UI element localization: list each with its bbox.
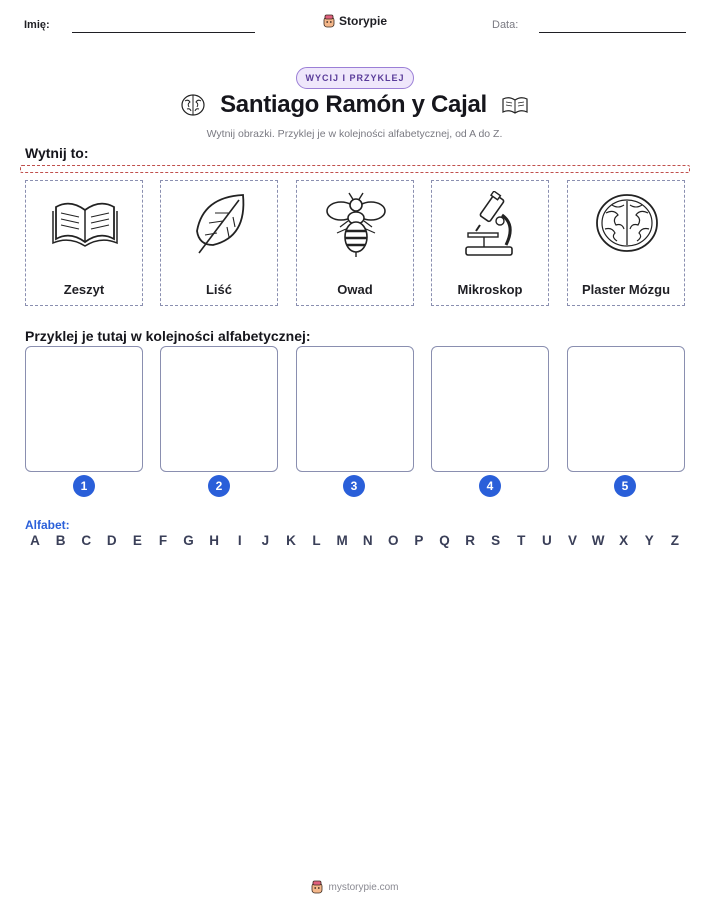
brand-logo xyxy=(322,14,387,28)
slot-number: 3 xyxy=(343,475,365,497)
alphabet-letter: M xyxy=(336,533,348,548)
alphabet-letter: X xyxy=(619,533,629,548)
slot-number: 2 xyxy=(208,475,230,497)
alphabet-letter: T xyxy=(517,533,526,548)
alphabet-letter: S xyxy=(491,533,501,548)
brand-name: Storypie xyxy=(339,14,388,28)
cut-card-owad[interactable] xyxy=(296,180,414,306)
alphabet-letter: J xyxy=(261,533,270,548)
alphabet-title: Alfabet: xyxy=(25,518,70,532)
paste-slot-3[interactable] xyxy=(296,346,414,472)
alphabet-letter: L xyxy=(312,533,321,548)
date-line[interactable] xyxy=(539,32,686,33)
slot-number: 4 xyxy=(479,475,501,497)
card-label: Plaster Mózgu xyxy=(581,282,671,297)
open-book-icon xyxy=(50,191,120,251)
leaf-icon xyxy=(185,191,255,259)
cut-card-zeszyt[interactable] xyxy=(25,180,143,306)
cut-card-mikroskop[interactable] xyxy=(431,180,549,306)
paste-section-title: Przyklej je tutaj w kolejności alfabetycznej: xyxy=(25,328,311,344)
alphabet-letter: G xyxy=(183,533,194,548)
slot-number: 5 xyxy=(614,475,636,497)
alphabet-letter: Z xyxy=(670,533,679,548)
alphabet-letter: A xyxy=(30,533,40,548)
alphabet-letter: D xyxy=(106,533,117,548)
card-label: Owad xyxy=(337,282,373,297)
open-book-icon xyxy=(501,94,529,116)
alphabet-letter: B xyxy=(55,533,66,548)
alphabet-letter: F xyxy=(158,533,168,548)
storypie-mascot-icon xyxy=(310,880,324,894)
card-label: Zeszyt xyxy=(63,282,105,297)
instructions: Wytnij obrazki. Przyklej je w kolejności alfabetycznej, od A do Z. xyxy=(206,128,503,140)
alphabet-letter: U xyxy=(542,533,552,548)
alphabet-letter: P xyxy=(414,533,424,548)
alphabet-letter: O xyxy=(388,533,399,548)
footer xyxy=(0,880,709,894)
paste-slot-4[interactable] xyxy=(431,346,549,472)
alphabet-letter: V xyxy=(567,533,577,548)
card-label: Mikroskop xyxy=(457,282,523,297)
card-label: Liść xyxy=(205,282,232,297)
cut-card-lisc[interactable] xyxy=(160,180,278,306)
date-label: Data: xyxy=(492,19,519,31)
paste-slot-5[interactable] xyxy=(567,346,685,472)
name-label: Imię: xyxy=(24,19,50,31)
microscope-icon xyxy=(456,191,526,259)
alphabet-letter: K xyxy=(286,533,296,548)
brain-icon xyxy=(592,191,662,259)
alphabet-letter: I xyxy=(237,533,242,548)
paste-slot-1[interactable] xyxy=(25,346,143,472)
footer-url[interactable]: mystorypie.com xyxy=(328,881,399,893)
alphabet-letter: Q xyxy=(439,533,450,548)
alphabet-letter: E xyxy=(132,533,142,548)
alphabet-letter: N xyxy=(362,533,373,548)
cut-card-plaster-mozgu[interactable] xyxy=(567,180,685,306)
alphabet-row xyxy=(25,533,685,548)
slot-number: 1 xyxy=(73,475,95,497)
brain-icon xyxy=(180,92,206,118)
activity-badge: WYCIJ I PRZYKLEJ xyxy=(296,67,414,89)
title-row xyxy=(0,91,709,119)
alphabet-letter: H xyxy=(209,533,220,548)
name-line[interactable] xyxy=(72,32,255,33)
bee-icon xyxy=(321,191,391,259)
alphabet-letter: C xyxy=(81,533,92,548)
cut-section-title: Wytnij to: xyxy=(25,145,89,161)
page-title: Santiago Ramón y Cajal xyxy=(220,91,487,118)
paste-slot-2[interactable] xyxy=(160,346,278,472)
alphabet-letter: R xyxy=(465,533,475,548)
cut-line xyxy=(20,165,690,173)
alphabet-letter: W xyxy=(591,533,605,548)
storypie-mascot-icon xyxy=(322,14,336,28)
alphabet-letter: Y xyxy=(644,533,654,548)
